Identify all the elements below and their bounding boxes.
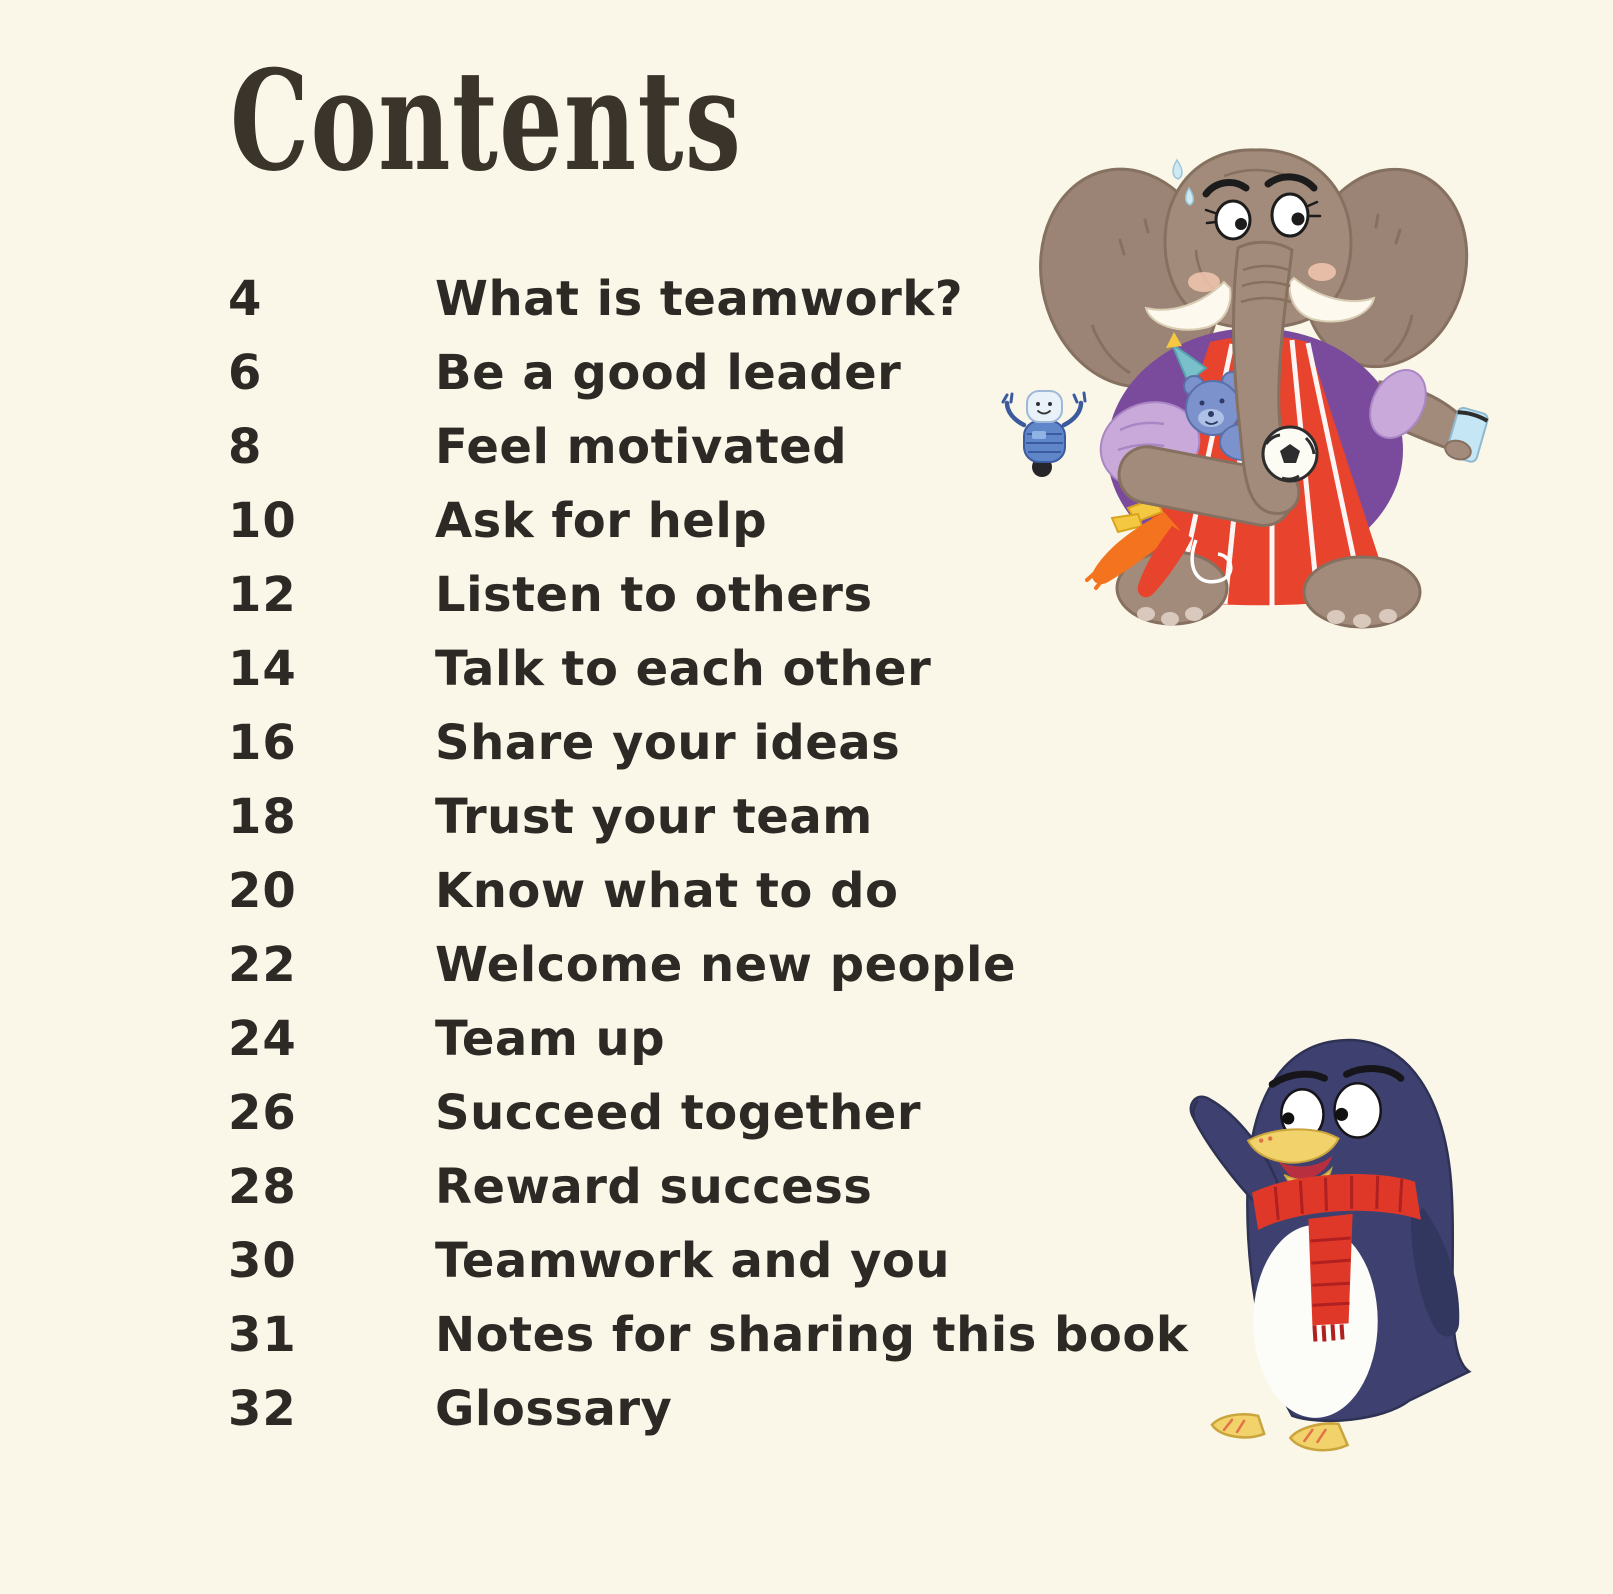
toc-page-number: 24 (228, 1011, 297, 1067)
toc-entry-title: Reward success (435, 1159, 873, 1215)
toc-page-number: 16 (228, 715, 297, 771)
toc-entry-title: Notes for sharing this book (435, 1307, 1189, 1363)
toc-entry-title: Share your ideas (435, 715, 901, 771)
toc-page-number: 4 (228, 271, 263, 327)
football-icon (1263, 427, 1317, 481)
toc-entry-title: Be a good leader (435, 345, 902, 401)
toc-entry-title: Trust your team (435, 789, 873, 845)
toc-row (228, 1298, 1188, 1372)
toc-entry-title: Team up (435, 1011, 666, 1067)
toc-entry-title: Glossary (435, 1381, 673, 1437)
toc-entry-title: Teamwork and you (435, 1233, 951, 1289)
toc-page-number: 8 (228, 419, 263, 475)
toc-row (228, 706, 1188, 780)
robot-icon (1003, 391, 1085, 477)
toc-entry-title: Ask for help (435, 493, 768, 549)
toc-page-number: 12 (228, 567, 297, 623)
toc-entry-title: Know what to do (435, 863, 899, 919)
toc-row (228, 1372, 1188, 1446)
elephant-illustration (1000, 120, 1505, 630)
page-title: Contents (230, 39, 743, 202)
toc-page-number: 26 (228, 1085, 297, 1141)
toc-row (228, 1224, 1188, 1298)
toc-page-number: 32 (228, 1381, 297, 1437)
toc-page-number: 14 (228, 641, 297, 697)
toc-row (228, 1150, 1188, 1224)
toc-entry-title: Welcome new people (435, 937, 1016, 993)
toc-page-number: 30 (228, 1233, 297, 1289)
toc-entry-title: Talk to each other (435, 641, 932, 697)
penguin-icon (1191, 1040, 1469, 1450)
penguin-illustration (1158, 1022, 1503, 1454)
toc-page-number: 22 (228, 937, 297, 993)
toc-page-number: 20 (228, 863, 297, 919)
toc-row (228, 1002, 1188, 1076)
elephant-icon (1018, 150, 1489, 628)
toc-entry-title: What is teamwork? (435, 271, 964, 327)
toc-row (228, 854, 1188, 928)
toc-page-number: 28 (228, 1159, 297, 1215)
toc-entry-title: Feel motivated (435, 419, 848, 475)
toc-entry-title: Listen to others (435, 567, 873, 623)
toc-entry-title: Succeed together (435, 1085, 922, 1141)
toc-row (228, 928, 1188, 1002)
toc-page-number: 6 (228, 345, 263, 401)
toc-page-number: 10 (228, 493, 297, 549)
toc-row (228, 780, 1188, 854)
toc-row (228, 1076, 1188, 1150)
toc-row (228, 632, 1188, 706)
toc-page-number: 31 (228, 1307, 297, 1363)
toc-page-number: 18 (228, 789, 297, 845)
